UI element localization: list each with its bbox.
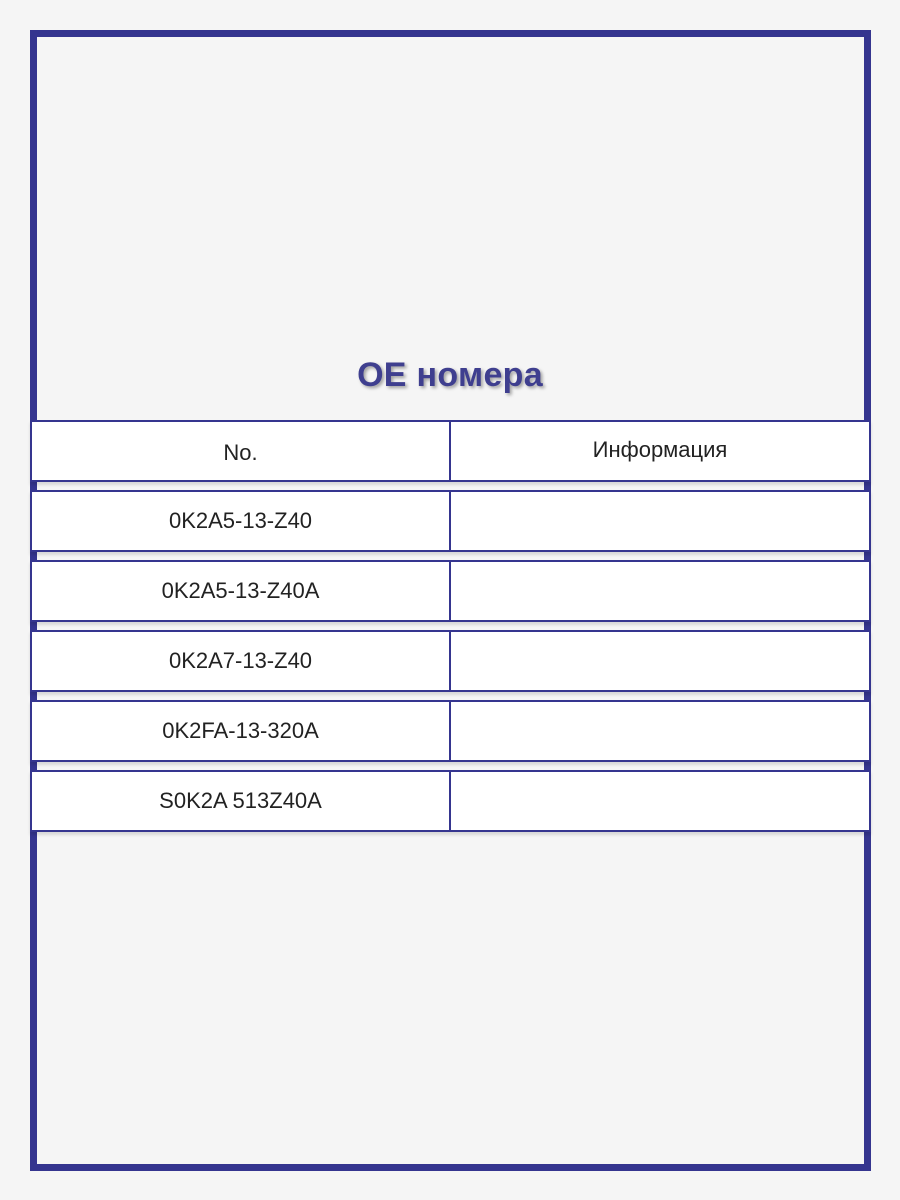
info-cell xyxy=(451,562,869,620)
table-row xyxy=(30,770,871,832)
table-row xyxy=(30,560,871,622)
info-cell xyxy=(451,632,869,690)
info-cell xyxy=(451,772,869,830)
info-cell xyxy=(451,702,869,760)
page-title: OE номера xyxy=(357,356,543,394)
table-header-row xyxy=(30,420,871,482)
part-number-cell: S0K2A 513Z40A xyxy=(32,772,451,830)
table-row xyxy=(30,700,871,762)
table-row xyxy=(30,490,871,552)
part-number-cell: 0K2A5-13-Z40 xyxy=(32,492,451,550)
table-row xyxy=(30,630,871,692)
part-number-cell: 0K2FA-13-320A xyxy=(32,702,451,760)
part-number-cell: 0K2A5-13-Z40A xyxy=(32,562,451,620)
oe-numbers-table xyxy=(30,420,871,832)
info-cell xyxy=(451,492,869,550)
column-header-no: No. xyxy=(32,422,451,480)
part-number-cell: 0K2A7-13-Z40 xyxy=(32,632,451,690)
column-header-info: Информация xyxy=(592,437,728,462)
